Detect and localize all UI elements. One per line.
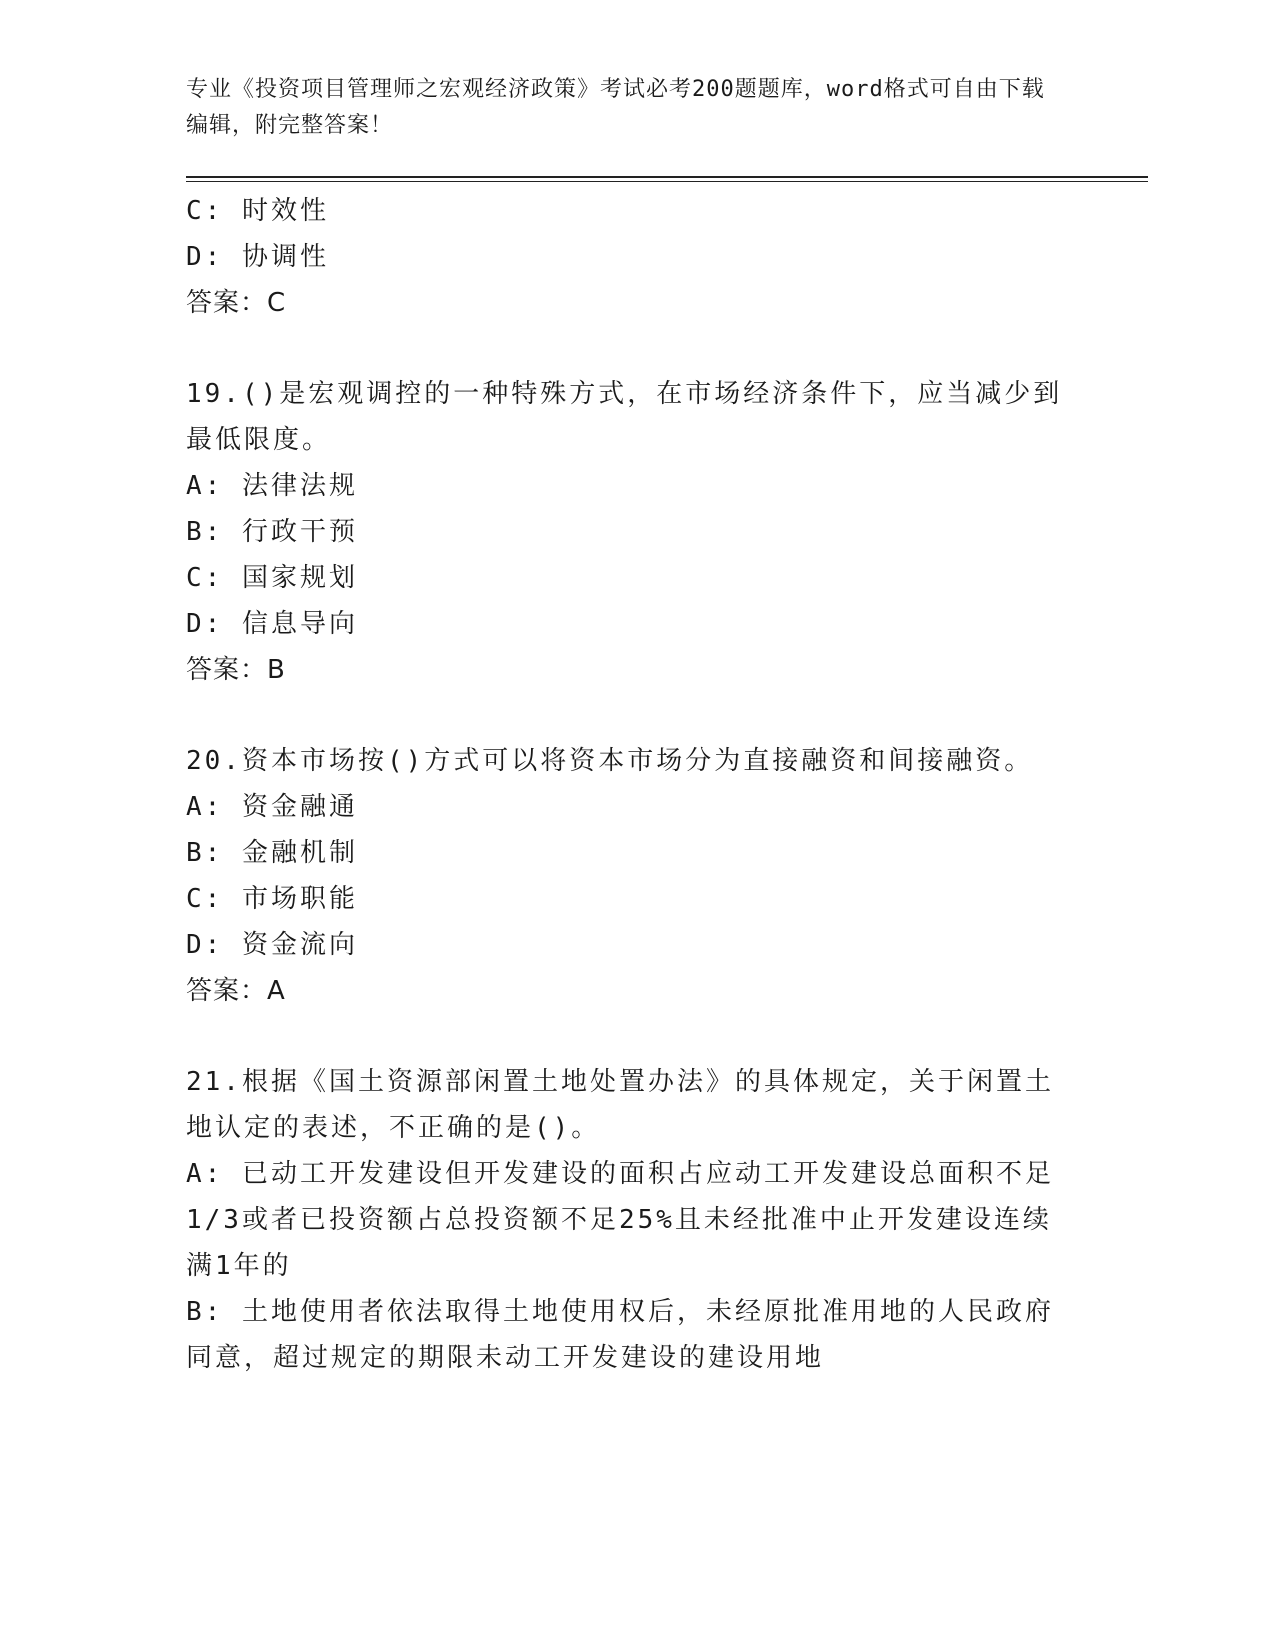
page-header: 专业《投资项目管理师之宏观经济政策》考试必考200题题库，word格式可自由下载编辑，附完整答案！ <box>186 77 1045 138</box>
question-stem: 20.资本市场按()方式可以将资本市场分为直接融资和间接融资。 <box>186 746 1034 776</box>
question-stem: 19.()是宏观调控的一种特殊方式，在市场经济条件下，应当减少到最低限度。 <box>186 379 1063 455</box>
question-block-18 <box>186 188 1066 326</box>
question-list <box>186 188 1066 1381</box>
option-b: B: 土地使用者依法取得土地使用权后，未经原批准用地的人民政府同意，超过规定的期限未动工开发建设的建设用地 <box>186 1297 1054 1373</box>
option-a: A: 法律法规 <box>186 471 358 501</box>
option-a: A: 资金融通 <box>186 792 358 822</box>
option-c: C: 市场职能 <box>186 884 358 914</box>
option-b: B: 金融机制 <box>186 838 358 868</box>
answer-line: 答案：A <box>186 976 286 1006</box>
answer-line: 答案：B <box>186 655 286 685</box>
option-c: C: 时效性 <box>186 196 329 226</box>
option-a: A: 已动工开发建设但开发建设的面积占应动工开发建设总面积不足1/3或者已投资额占总投资额不足25%且未经批准中止开发建设连续满1年的 <box>186 1159 1054 1281</box>
option-d: D: 信息导向 <box>186 609 358 639</box>
header-divider-thin <box>186 181 1148 182</box>
option-b: B: 行政干预 <box>186 517 358 547</box>
option-c: C: 国家规划 <box>186 563 358 593</box>
answer-line: 答案：C <box>186 288 287 318</box>
option-d: D: 协调性 <box>186 242 329 272</box>
question-block-20 <box>186 738 1066 1014</box>
question-block-21 <box>186 1059 1066 1381</box>
question-block-19 <box>186 371 1066 693</box>
question-stem: 21.根据《国土资源部闲置土地处置办法》的具体规定，关于闲置土地认定的表述，不正确的是()。 <box>186 1067 1054 1143</box>
header-divider-thick <box>186 176 1148 178</box>
option-d: D: 资金流向 <box>186 930 358 960</box>
